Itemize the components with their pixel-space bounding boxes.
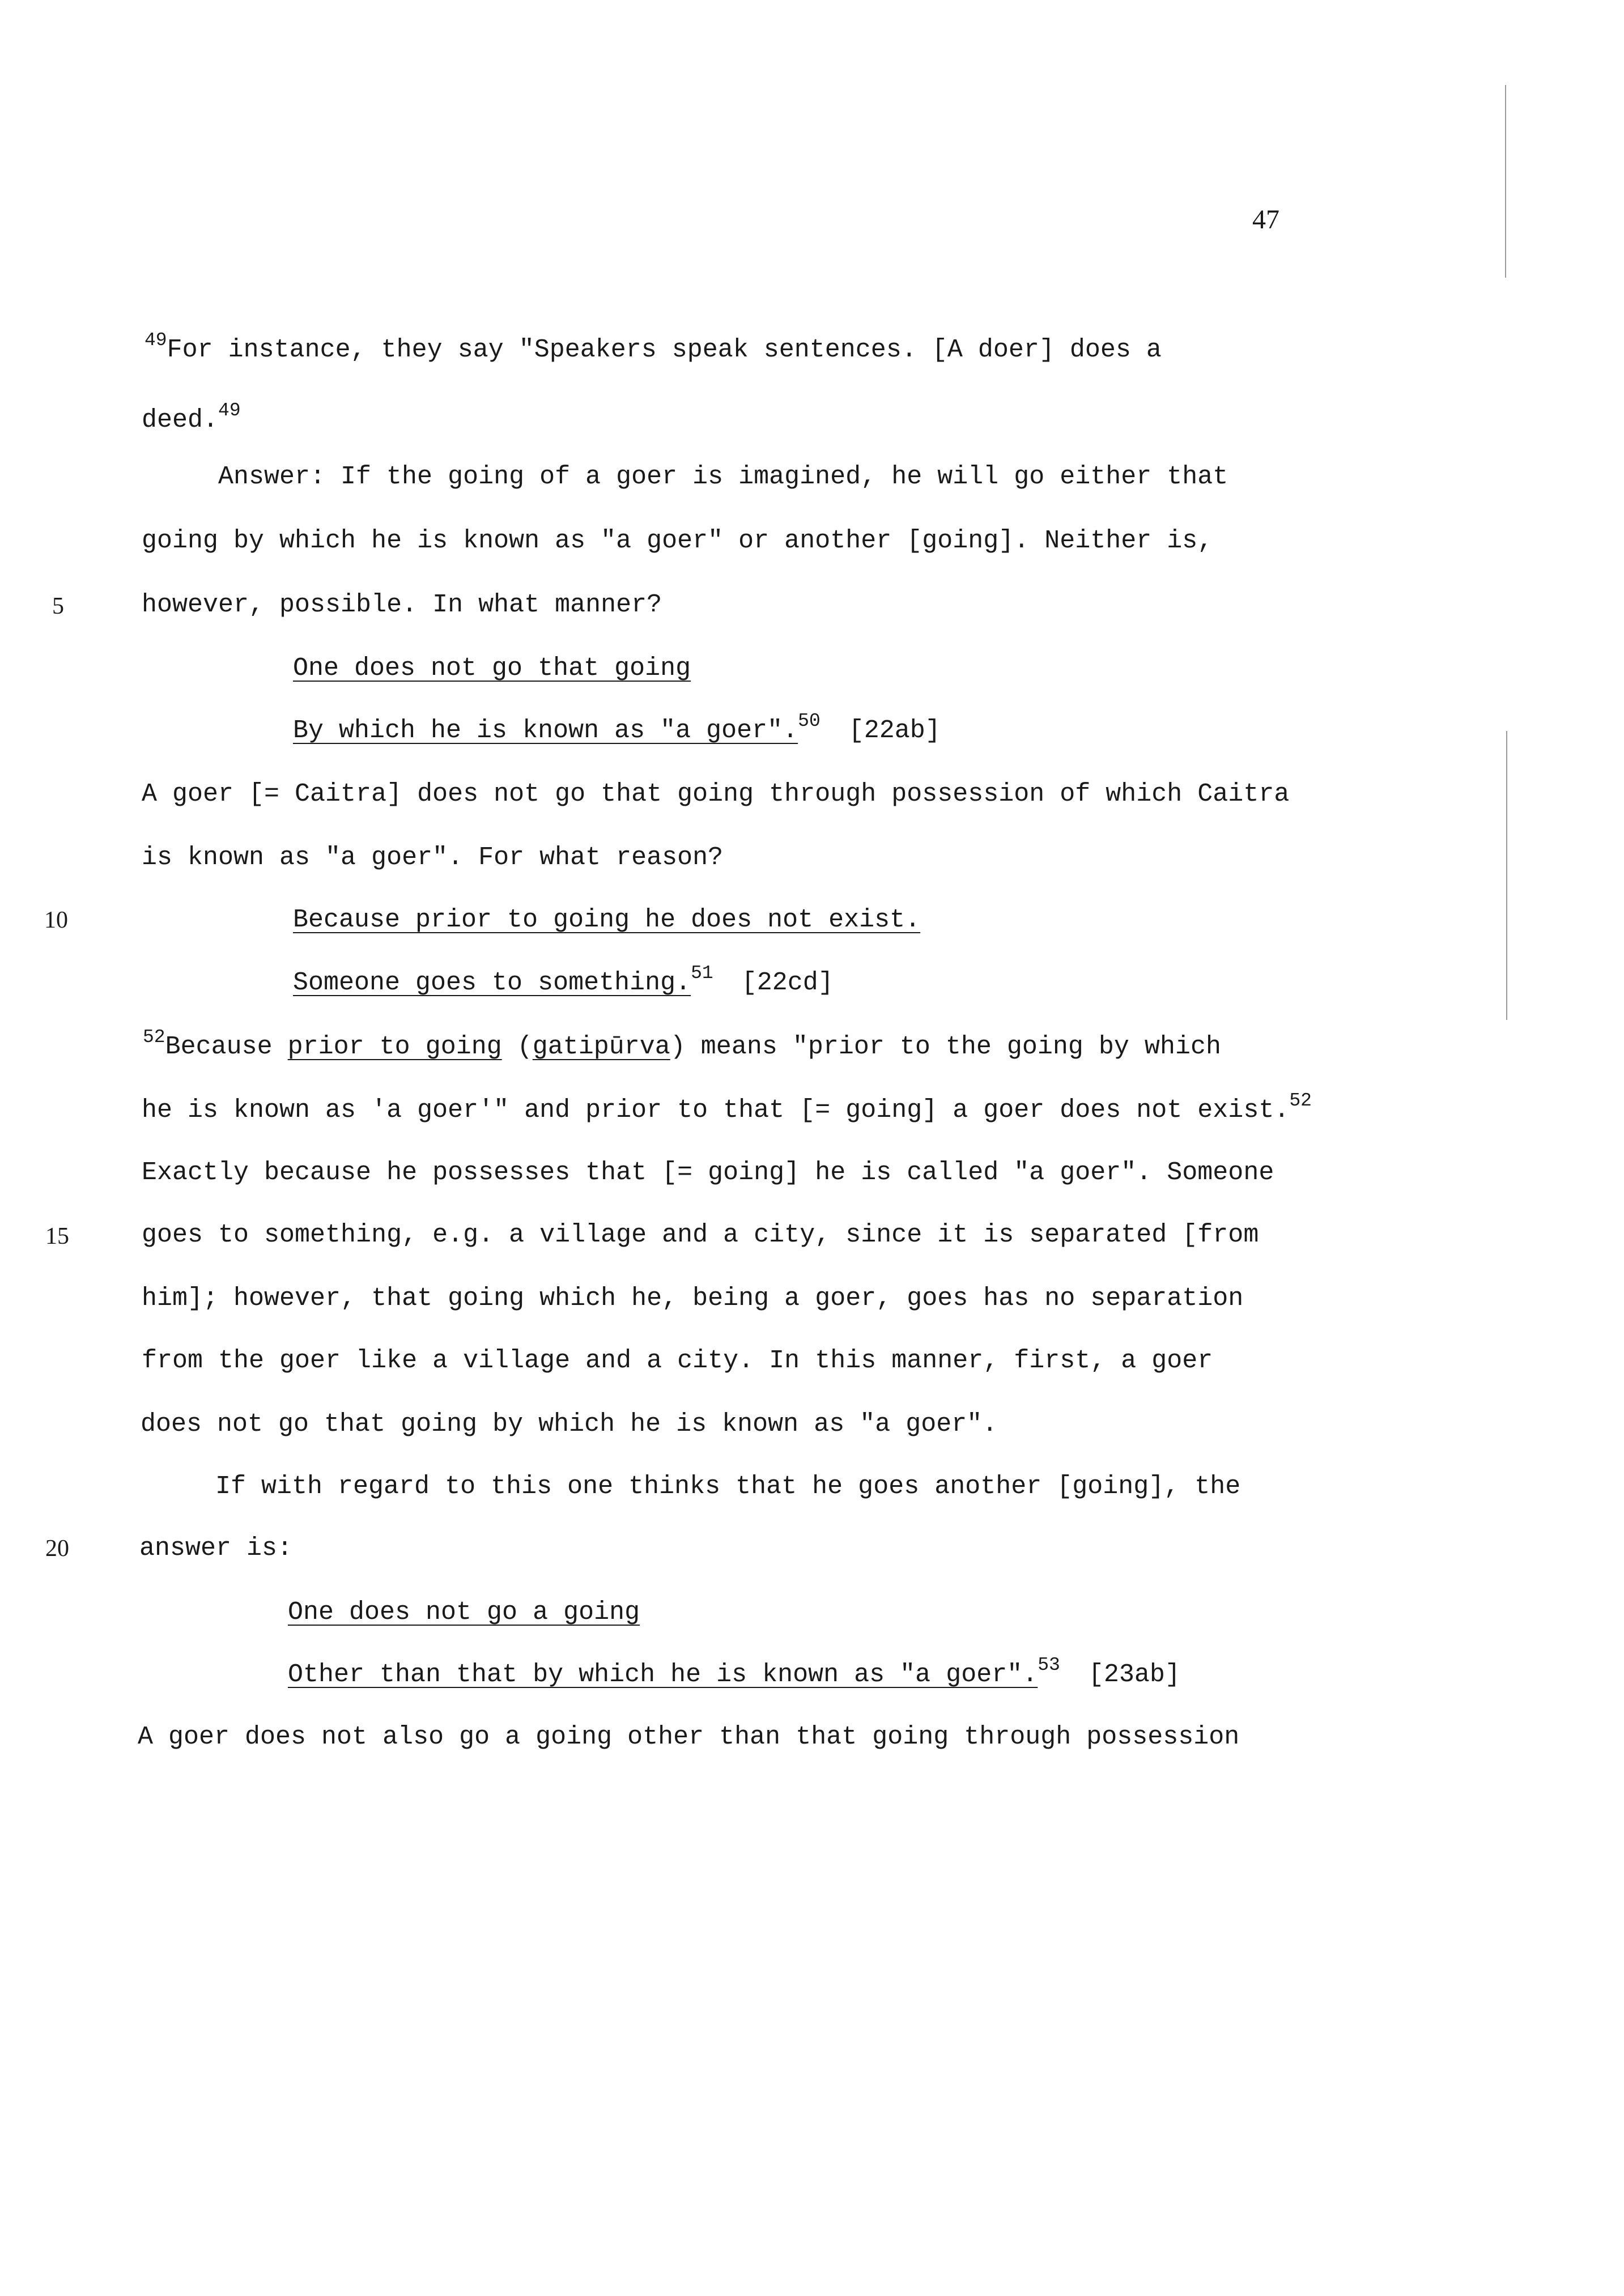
- line-number: 10: [44, 907, 68, 933]
- verse-line: [293, 963, 834, 1002]
- text-line: [144, 330, 1162, 369]
- text-line: him]; however, that going which he, being a goer, goes has no separation: [142, 1284, 1244, 1313]
- verse-line: [288, 1655, 1180, 1694]
- text-line: is known as "a goer". For what reason?: [142, 843, 724, 872]
- verse-text: Other than that by which he is known as "a goer".: [288, 1660, 1038, 1689]
- verse-text: Someone goes to something.: [293, 968, 691, 997]
- text-line: answer is:: [139, 1534, 293, 1563]
- scan-mark: [1505, 85, 1506, 278]
- verse-line: One does not go a going: [288, 1598, 640, 1627]
- text-line: Answer: If the going of a goer is imagined, he will go either that: [218, 462, 1228, 491]
- verse-reference: [22ab]: [848, 716, 941, 745]
- sanskrit-term: gatipūrva: [532, 1032, 670, 1061]
- text-line: $^{52}$Because prior to going (gatipūrva) means "prior to the going by which: [143, 1027, 1221, 1061]
- verse-reference: [23ab]: [1088, 1660, 1180, 1689]
- text-line: If with regard to this one thinks that he goes another [going], the: [215, 1472, 1241, 1501]
- text-line: does not go that going by which he is known as "a goer".: [141, 1410, 998, 1439]
- text-line: however, possible. In what manner?: [142, 590, 662, 619]
- footnote-marker: 52: [1289, 1090, 1312, 1111]
- verse-reference: [22cd]: [741, 968, 834, 997]
- footnote-marker: 52: [143, 1027, 165, 1048]
- line-number: 15: [45, 1223, 69, 1249]
- verse-line: Because prior to going he does not exist.: [293, 905, 921, 934]
- text-line: A goer does not also go a going other than that going through possession: [138, 1723, 1240, 1751]
- line-text: deed.: [142, 406, 219, 435]
- footnote-marker: 53: [1038, 1655, 1060, 1676]
- scan-mark: [1506, 907, 1507, 1020]
- line-number: 20: [45, 1536, 69, 1562]
- underlined-term: prior to going: [287, 1032, 502, 1061]
- footnote-marker: 50: [798, 711, 820, 732]
- text-line: going by which he is known as "a goer" or another [going]. Neither is,: [142, 526, 1213, 555]
- text-line: A goer [= Caitra] does not go that going through possession of which Caitra: [142, 780, 1290, 809]
- line-text: he is known as 'a goer'" and prior to that [= going] a goer does not exist.: [142, 1096, 1290, 1125]
- text-line: [142, 1090, 1312, 1129]
- text-line: goes to something, e.g. a village and a city, since it is separated [from: [142, 1221, 1259, 1249]
- page-number: 47: [1252, 205, 1279, 235]
- line-text: Because: [165, 1032, 273, 1061]
- verse-line: [293, 711, 941, 750]
- footnote-marker: 51: [691, 963, 713, 984]
- line-number: 5: [52, 593, 64, 619]
- verse-text: By which he is known as "a goer".: [293, 716, 798, 745]
- footnote-marker: 49: [218, 400, 241, 421]
- text-line: [142, 400, 241, 439]
- verse-line: One does not go that going: [293, 654, 691, 683]
- text-line: Exactly because he possesses that [= going] he is called "a goer". Someone: [142, 1158, 1274, 1187]
- line-text: For instance, they say "Speakers speak sentences. [A doer] does a: [167, 335, 1162, 364]
- text-line: from the goer like a village and a city. In this manner, first, a goer: [142, 1346, 1213, 1375]
- footnote-marker: 49: [144, 330, 167, 351]
